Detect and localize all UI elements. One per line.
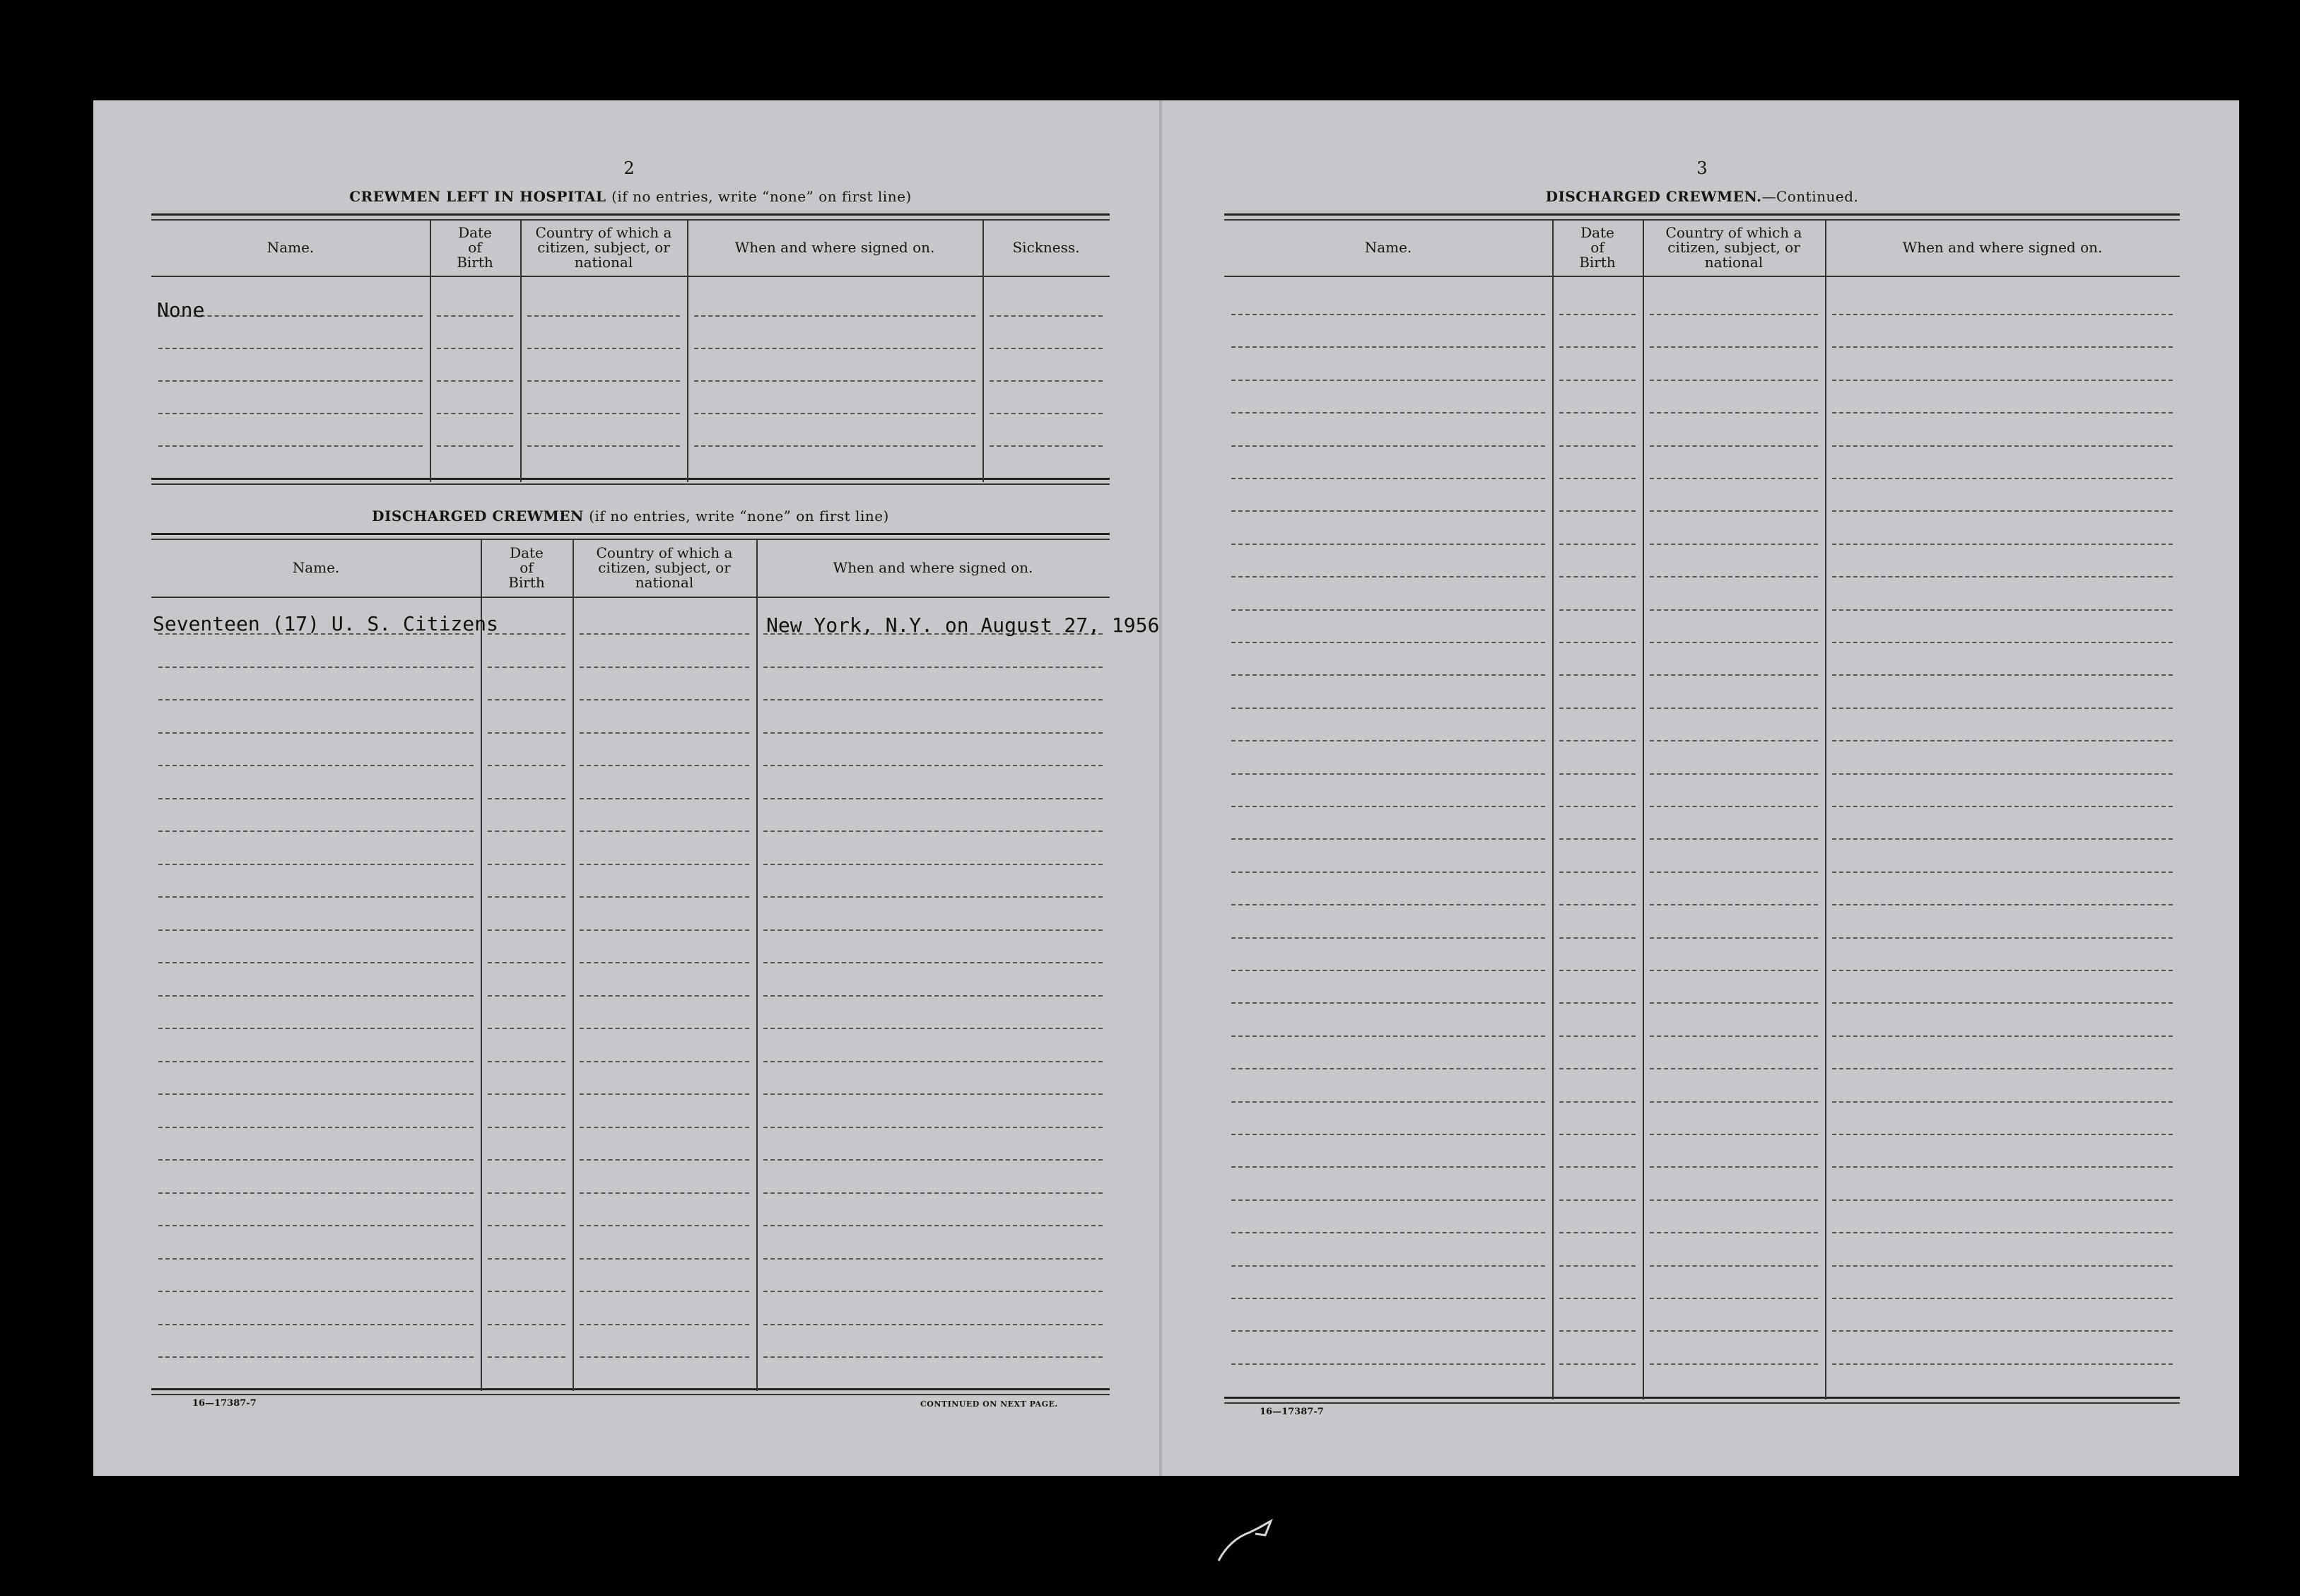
entry-line	[1650, 412, 1818, 413]
discharged-header-signed-on: When and where signed on.	[833, 558, 1033, 576]
entry-line	[488, 962, 565, 963]
entry-line	[1650, 1134, 1818, 1135]
entry-line	[158, 1159, 474, 1161]
entry-line	[1650, 904, 1818, 905]
entry-line	[1832, 445, 2173, 447]
entry-line	[580, 1028, 749, 1029]
hospital-title: CREWMEN LEFT IN HOSPITAL	[349, 188, 606, 205]
right-header-dob: Date of Birth	[1579, 223, 1616, 271]
entry-line	[488, 1192, 565, 1194]
entry-line	[437, 315, 513, 317]
right-header-country: Country of which a citizen, subject, or national	[1665, 223, 1802, 271]
entry-line	[158, 732, 474, 734]
entry-line	[1650, 1330, 1818, 1332]
entry-line	[1650, 1068, 1818, 1069]
entry-line	[527, 413, 680, 414]
entry-line	[1231, 1298, 1545, 1299]
entry-line	[1832, 1035, 2173, 1037]
entry-line	[1559, 838, 1636, 840]
entry-line	[763, 1356, 1103, 1358]
entry-line	[1231, 674, 1545, 676]
hospital-header-country: Country of which a citizen, subject, or national	[535, 223, 672, 271]
entry-line	[1650, 1232, 1818, 1233]
entry-line	[158, 831, 474, 832]
hospital-header-name: Name.	[266, 238, 315, 256]
entry-line	[158, 1093, 474, 1095]
entry-line	[488, 1258, 565, 1260]
entry-line	[488, 633, 565, 635]
discharged-continued-title-main: DISCHARGED CREWMEN.	[1545, 188, 1762, 205]
entry-line	[763, 995, 1103, 997]
entry-line	[1559, 1265, 1636, 1267]
entry-line	[488, 929, 565, 931]
entry-line	[1832, 1232, 2173, 1233]
entry-line	[488, 864, 565, 865]
entry-line	[1559, 806, 1636, 807]
entry-line	[1832, 970, 2173, 971]
entry-line	[1650, 1035, 1818, 1037]
entry-line	[1832, 1101, 2173, 1103]
entry-line	[1231, 445, 1545, 447]
discharged-top-rule	[151, 533, 1110, 535]
form-number-left: 16—17387-7	[192, 1398, 257, 1409]
entry-line	[488, 1291, 565, 1292]
entry-line	[1559, 1330, 1636, 1332]
entry-line	[488, 1324, 565, 1325]
entry-line	[694, 413, 975, 414]
entry-line	[1231, 1330, 1545, 1332]
entry-line	[1832, 872, 2173, 873]
entry-line	[1231, 773, 1545, 775]
entry-line	[1832, 1363, 2173, 1365]
entry-line	[763, 1127, 1103, 1128]
entry-line	[1559, 1298, 1636, 1299]
entry-line	[1832, 412, 2173, 413]
entry-line	[1832, 576, 2173, 577]
continued-note: CONTINUED ON NEXT PAGE.	[920, 1400, 1058, 1409]
right-bottom-rule	[1224, 1397, 2180, 1399]
entry-line	[1559, 970, 1636, 971]
form-number-right: 16—17387-7	[1260, 1407, 1324, 1417]
entry-line	[1559, 1035, 1636, 1037]
scan-mark	[1216, 1511, 1301, 1568]
entry-line	[158, 380, 423, 382]
manifest-sheet	[93, 100, 2239, 1476]
entry-line	[1650, 314, 1818, 315]
hospital-subtitle: (if no entries, write “none” on first line)	[611, 188, 912, 205]
entry-line	[488, 1093, 565, 1095]
entry-line	[1559, 904, 1636, 905]
entry-line	[1832, 674, 2173, 676]
entry-line	[580, 633, 749, 635]
entry-line	[527, 348, 680, 349]
entry-line	[1650, 510, 1818, 512]
entry-line	[1650, 642, 1818, 643]
entry-line	[1832, 937, 2173, 939]
entry-line	[580, 765, 749, 766]
hospital-bottom-rule	[151, 478, 1110, 480]
entry-line	[488, 1028, 565, 1029]
entry-line	[763, 1324, 1103, 1325]
entry-line	[990, 380, 1103, 382]
entry-line	[1231, 708, 1545, 709]
entry-line	[1650, 1002, 1818, 1004]
entry-line	[158, 667, 474, 668]
entry-line	[158, 445, 423, 447]
entry-line	[488, 732, 565, 734]
discharged-row-signed-on: New York, N.Y. on August 27, 1956	[766, 614, 1160, 637]
entry-line	[1231, 544, 1545, 545]
entry-line	[488, 1356, 565, 1358]
entry-line	[763, 667, 1103, 668]
entry-line	[158, 1356, 474, 1358]
entry-line	[990, 348, 1103, 349]
entry-line	[1231, 314, 1545, 315]
entry-line	[1231, 346, 1545, 348]
entry-line	[1559, 1363, 1636, 1365]
entry-line	[158, 1291, 474, 1292]
entry-line	[1231, 1166, 1545, 1168]
entry-line	[1231, 380, 1545, 381]
entry-line	[1559, 937, 1636, 939]
entry-line	[488, 1159, 565, 1161]
entry-line	[527, 315, 680, 317]
page-fold	[1159, 100, 1162, 1476]
entry-line	[1832, 806, 2173, 807]
entry-line	[1559, 1002, 1636, 1004]
discharged-header-dob: Date of Birth	[508, 544, 545, 591]
entry-line	[990, 445, 1103, 447]
right-header-name: Name.	[1364, 238, 1412, 256]
entry-line	[763, 962, 1103, 963]
entry-line	[1832, 708, 2173, 709]
entry-line	[763, 765, 1103, 766]
entry-line	[763, 1291, 1103, 1292]
entry-line	[1231, 838, 1545, 840]
entry-line	[1832, 773, 2173, 775]
entry-line	[1559, 872, 1636, 873]
entry-line	[1650, 609, 1818, 611]
entry-line	[488, 831, 565, 832]
entry-line	[694, 445, 975, 447]
entry-line	[580, 1159, 749, 1161]
entry-line	[580, 831, 749, 832]
entry-line	[580, 1093, 749, 1095]
entry-line	[1231, 740, 1545, 741]
entry-line	[580, 896, 749, 898]
hospital-header-rule	[151, 276, 1110, 277]
entry-line	[763, 1093, 1103, 1095]
entry-line	[1559, 544, 1636, 545]
entry-line	[1832, 642, 2173, 643]
entry-line	[1231, 937, 1545, 939]
entry-line	[580, 699, 749, 700]
entry-line	[1231, 1199, 1545, 1201]
entry-line	[1559, 346, 1636, 348]
entry-line	[1832, 904, 2173, 905]
discharged-section-title	[151, 507, 1110, 524]
entry-line	[158, 699, 474, 700]
entry-line	[1650, 1363, 1818, 1365]
entry-line	[158, 1061, 474, 1062]
page-number-right: 3	[1696, 158, 1708, 178]
entry-line	[1832, 740, 2173, 741]
entry-line	[488, 667, 565, 668]
hospital-header-signed-on: When and where signed on.	[734, 238, 935, 256]
entry-line	[1832, 1068, 2173, 1069]
right-header-rule	[1224, 276, 2180, 277]
entry-line	[580, 864, 749, 865]
right-top-rule	[1224, 213, 2180, 216]
entry-line	[488, 1127, 565, 1128]
entry-line	[1650, 970, 1818, 971]
entry-line	[1559, 478, 1636, 479]
entry-line	[580, 798, 749, 799]
entry-line	[158, 929, 474, 931]
entry-line	[990, 413, 1103, 414]
entry-line	[694, 380, 975, 382]
entry-line	[1559, 1134, 1636, 1135]
entry-line	[158, 1028, 474, 1029]
entry-line	[1650, 674, 1818, 676]
hospital-header-dob: Date of Birth	[457, 223, 493, 271]
discharged-header-name: Name.	[292, 558, 340, 576]
entry-line	[1832, 1265, 2173, 1267]
entry-line	[158, 1225, 474, 1226]
entry-line	[1650, 773, 1818, 775]
entry-line	[1832, 1199, 2173, 1201]
right-bottom-rule-2	[1224, 1402, 2180, 1404]
entry-line	[1231, 872, 1545, 873]
entry-line	[158, 1192, 474, 1194]
entry-line	[158, 798, 474, 799]
entry-line	[1832, 838, 2173, 840]
hospital-bottom-rule-2	[151, 483, 1110, 485]
entry-line	[1650, 478, 1818, 479]
entry-line	[1832, 346, 2173, 348]
entry-line	[763, 831, 1103, 832]
entry-line	[580, 1324, 749, 1325]
entry-line	[1650, 838, 1818, 840]
entry-line	[1231, 510, 1545, 512]
entry-line	[580, 1192, 749, 1194]
entry-line	[158, 864, 474, 865]
entry-line	[763, 732, 1103, 734]
hospital-top-rule	[151, 213, 1110, 216]
discharged-title: DISCHARGED CREWMEN	[372, 507, 584, 524]
discharged-col-divider	[481, 539, 482, 1391]
entry-line	[763, 699, 1103, 700]
discharged-continued-title	[1224, 188, 2180, 205]
entry-line	[763, 864, 1103, 865]
entry-line	[488, 896, 565, 898]
entry-line	[580, 667, 749, 668]
entry-line	[763, 929, 1103, 931]
entry-line	[1231, 1035, 1545, 1037]
entry-line	[488, 1225, 565, 1226]
entry-line	[1231, 642, 1545, 643]
entry-line	[1559, 314, 1636, 315]
entry-line	[1832, 1002, 2173, 1004]
entry-line	[437, 348, 513, 349]
entry-line	[1559, 708, 1636, 709]
entry-line	[1559, 1232, 1636, 1233]
right-col-divider	[1643, 219, 1644, 1400]
discharged-subtitle: (if no entries, write “none” on first line)	[589, 507, 889, 524]
discharged-row-name: Seventeen (17) U. S. Citizens	[153, 612, 498, 635]
entry-line	[1559, 1068, 1636, 1069]
entry-line	[580, 1225, 749, 1226]
entry-line	[1650, 544, 1818, 545]
entry-line	[1559, 1101, 1636, 1103]
entry-line	[158, 413, 423, 414]
entry-line	[1231, 1363, 1545, 1365]
entry-line	[1559, 510, 1636, 512]
entry-line	[580, 1356, 749, 1358]
entry-line	[580, 962, 749, 963]
discharged-col-divider	[756, 539, 758, 1391]
entry-line	[1650, 346, 1818, 348]
entry-line	[1559, 642, 1636, 643]
entry-line	[527, 380, 680, 382]
discharged-col-divider	[573, 539, 574, 1391]
entry-line	[1832, 380, 2173, 381]
entry-line	[763, 798, 1103, 799]
discharged-bottom-rule	[151, 1388, 1110, 1390]
entry-line	[437, 413, 513, 414]
entry-line	[1650, 937, 1818, 939]
entry-line	[437, 380, 513, 382]
entry-line	[580, 929, 749, 931]
entry-line	[1559, 1199, 1636, 1201]
entry-line	[1231, 1232, 1545, 1233]
entry-line	[1832, 510, 2173, 512]
entry-line	[488, 765, 565, 766]
entry-line	[1231, 412, 1545, 413]
entry-line	[1650, 740, 1818, 741]
entry-line	[1650, 1166, 1818, 1168]
entry-line	[1559, 740, 1636, 741]
entry-line	[527, 445, 680, 447]
right-col-divider	[1552, 219, 1554, 1400]
entry-line	[580, 995, 749, 997]
entry-line	[1832, 478, 2173, 479]
entry-line	[1650, 1199, 1818, 1201]
entry-line	[763, 1159, 1103, 1161]
page-number-left: 2	[623, 158, 635, 178]
entry-line	[1832, 1330, 2173, 1332]
discharged-header-country: Country of which a citizen, subject, or national	[596, 544, 733, 591]
entry-line	[1650, 1298, 1818, 1299]
entry-line	[1650, 872, 1818, 873]
entry-line	[694, 315, 975, 317]
entry-line	[158, 896, 474, 898]
entry-line	[763, 1028, 1103, 1029]
entry-line	[1650, 445, 1818, 447]
entry-line	[1832, 314, 2173, 315]
discharged-header-rule	[151, 597, 1110, 598]
entry-line	[580, 1258, 749, 1260]
entry-line	[158, 1127, 474, 1128]
entry-line	[1559, 1166, 1636, 1168]
entry-line	[1650, 1101, 1818, 1103]
hospital-section-title	[151, 188, 1110, 205]
entry-line	[763, 1192, 1103, 1194]
entry-line	[1559, 674, 1636, 676]
entry-line	[763, 896, 1103, 898]
entry-line	[158, 348, 423, 349]
entry-line	[1559, 609, 1636, 611]
hospital-row-name: None	[157, 298, 205, 322]
entry-line	[694, 348, 975, 349]
entry-line	[763, 1258, 1103, 1260]
entry-line	[1559, 773, 1636, 775]
entry-line	[488, 798, 565, 799]
discharged-continued-subtitle: —Continued.	[1761, 188, 1859, 205]
hospital-header-sickness: Sickness.	[1012, 238, 1080, 256]
entry-line	[158, 995, 474, 997]
entry-line	[1231, 970, 1545, 971]
entry-line	[1231, 576, 1545, 577]
entry-line	[1559, 380, 1636, 381]
entry-line	[1650, 576, 1818, 577]
entry-line	[763, 1061, 1103, 1062]
entry-line	[1832, 1166, 2173, 1168]
right-header-signed-on: When and where signed on.	[1902, 238, 2103, 256]
entry-line	[158, 1258, 474, 1260]
entry-line	[580, 1291, 749, 1292]
entry-line	[1231, 904, 1545, 905]
entry-line	[1231, 1068, 1545, 1069]
entry-line	[1650, 380, 1818, 381]
entry-line	[1559, 445, 1636, 447]
entry-line	[158, 1324, 474, 1325]
entry-line	[1832, 609, 2173, 611]
entry-line	[580, 1127, 749, 1128]
entry-line	[1559, 412, 1636, 413]
entry-line	[1559, 576, 1636, 577]
entry-line	[1650, 806, 1818, 807]
entry-line	[1231, 1265, 1545, 1267]
entry-line	[580, 732, 749, 734]
entry-line	[1832, 1134, 2173, 1135]
entry-line	[1650, 708, 1818, 709]
entry-line	[488, 995, 565, 997]
entry-line	[1231, 1002, 1545, 1004]
entry-line	[990, 315, 1103, 317]
entry-line	[1832, 544, 2173, 545]
entry-line	[1231, 1134, 1545, 1135]
entry-line	[1231, 478, 1545, 479]
discharged-bottom-rule-2	[151, 1394, 1110, 1395]
entry-line	[1650, 1265, 1818, 1267]
entry-line	[488, 1061, 565, 1062]
entry-line	[1231, 609, 1545, 611]
entry-line	[437, 445, 513, 447]
entry-line	[1231, 806, 1545, 807]
entry-line	[158, 765, 474, 766]
entry-line	[488, 699, 565, 700]
right-col-divider	[1825, 219, 1826, 1400]
entry-line	[763, 1225, 1103, 1226]
entry-line	[158, 962, 474, 963]
entry-line	[1832, 1298, 2173, 1299]
entry-line	[1231, 1101, 1545, 1103]
entry-line	[580, 1061, 749, 1062]
